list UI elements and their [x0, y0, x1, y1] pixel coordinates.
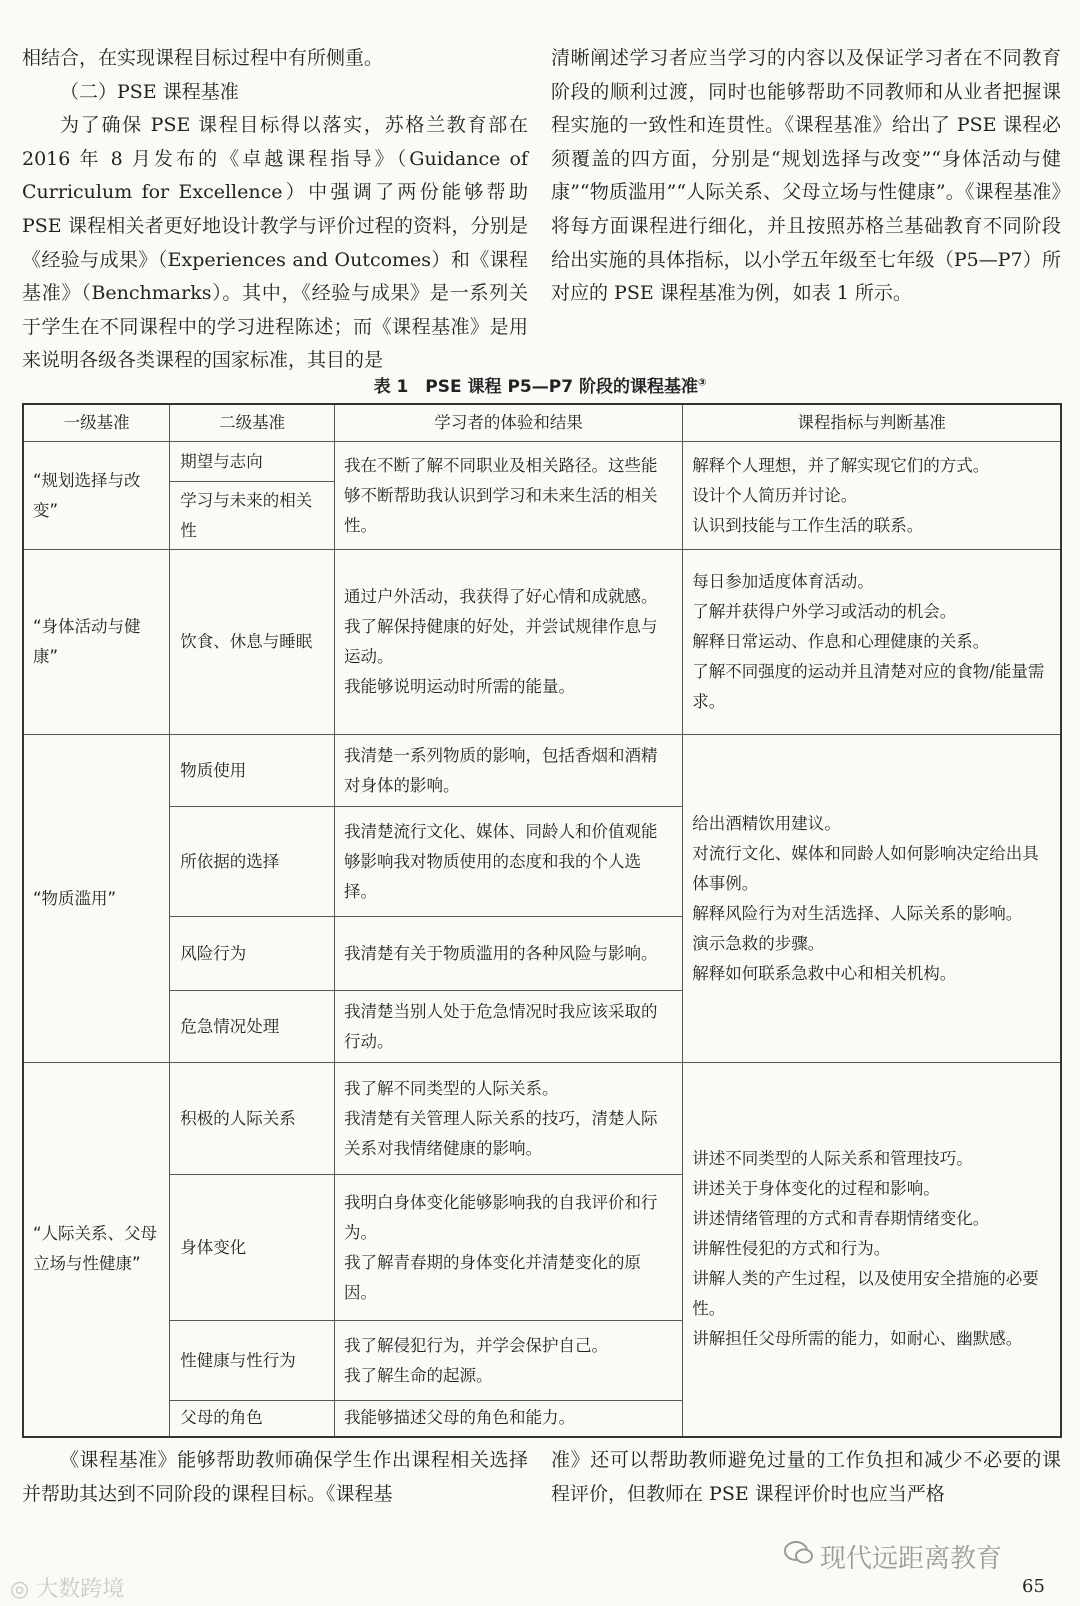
header-cell: 二级基准 [170, 404, 335, 442]
paragraph: 《课程基准》能够帮助教师确保学生作出课程相关选择并帮助其达到不同阶段的课程目标。《课程基 [22, 1449, 528, 1505]
bottom-left-column [22, 1444, 528, 1511]
top-right-column [551, 42, 1061, 311]
indicator-cell: 每日参加适度体育活动。 了解并获得户外学习或活动的机会。 解释日常运动、作息和心理健康的关系。 了解不同强度的运动并且清楚对应的食物/能量需求。 [683, 550, 1061, 735]
level2-cell: 物质使用 [170, 735, 335, 807]
experience-cell: 我了解不同类型的人际关系。 我清楚有关管理人际关系的技巧，清楚人际关系对我情绪健康的影响。 [334, 1063, 682, 1175]
level2-cell: 父母的角色 [170, 1401, 335, 1437]
level2-cell: 学习与未来的相关性 [170, 482, 335, 550]
bottom-right-column [551, 1444, 1061, 1511]
experience-cell: 我清楚一系列物质的影响，包括香烟和酒精对身体的影响。 [334, 735, 682, 807]
watermark-logo-icon: ◎ [10, 1577, 30, 1602]
level2-cell: 风险行为 [170, 917, 335, 991]
experience-cell: 我清楚流行文化、媒体、同龄人和价值观能够影响我对物质使用的态度和我的个人选择。 [334, 807, 682, 917]
level2-cell: 积极的人际关系 [170, 1063, 335, 1175]
experience-cell: 通过户外活动，我获得了好心情和成就感。 我了解保持健康的好处，并尝试规律作息与运动。 我能够说明运动时所需的能量。 [334, 550, 682, 735]
table-row [23, 442, 1061, 482]
level1-cell: “人际关系、父母立场与性健康” [23, 1063, 170, 1437]
header-cell: 课程指标与判断基准 [683, 404, 1061, 442]
level2-cell: 身体变化 [170, 1175, 335, 1321]
level2-cell: 所依据的选择 [170, 807, 335, 917]
section-heading: （二）PSE 课程基准 [60, 80, 239, 103]
watermark-right: 现代远距离教育 [820, 1544, 1003, 1574]
header-cell: 一级基准 [23, 404, 170, 442]
level2-cell: 性健康与性行为 [170, 1321, 335, 1401]
experience-cell: 我在不断了解不同职业及相关路径。这些能够不断帮助我认识到学习和未来生活的相关性。 [334, 442, 682, 550]
paragraph: 准》还可以帮助教师避免过量的工作负担和减少不必要的课程评价，但教师在 PSE 课程评价时也应当严格 [551, 1449, 1061, 1505]
top-left-column [22, 42, 528, 378]
table-header-row [23, 404, 1061, 442]
experience-cell: 我了解侵犯行为，并学会保护自己。 我了解生命的起源。 [334, 1321, 682, 1401]
level2-cell: 危急情况处理 [170, 991, 335, 1063]
watermark-left: ◎ 大数跨境 [10, 1577, 125, 1602]
paragraph: 为了确保 PSE 课程目标得以落实，苏格兰教育部在 2016 年 8 月发布的《卓越课程指导》（Guidance of Curriculum for Excellence）中强调了两份能够帮助 PSE 课程相关者更好地设计教学与评价过程的资料，分别是《经验与成果》（Experiences and Outcomes）和《课程基准》（Benchmarks）。其中，《经验与成果》是一系列关于学生在不同课程中的学习进程陈述；而《课程基准》是用来说明各级各类课程的国家标准，其目的是 [22, 114, 528, 372]
experience-cell: 我能够描述父母的角色和能力。 [334, 1401, 682, 1437]
experience-cell: 我清楚当别人处于危急情况时我应该采取的行动。 [334, 991, 682, 1063]
level1-cell: “身体活动与健康” [23, 550, 170, 735]
table-caption: 表 1 PSE 课程 P5—P7 阶段的课程基准③ [373, 377, 707, 397]
benchmark-table [22, 403, 1062, 1438]
level2-cell: 饮食、休息与睡眠 [170, 550, 335, 735]
experience-cell: 我清楚有关于物质滥用的各种风险与影响。 [334, 917, 682, 991]
table-row [23, 550, 1061, 735]
header-cell: 学习者的体验和结果 [334, 404, 682, 442]
level2-cell: 期望与志向 [170, 442, 335, 482]
wechat-icon [784, 1540, 814, 1566]
level1-cell: “物质滥用” [23, 735, 170, 1063]
indicator-cell: 解释个人理想，并了解实现它们的方式。 设计个人简历并讨论。 认识到技能与工作生活的联系。 [683, 442, 1061, 550]
indicator-cell: 讲述不同类型的人际关系和管理技巧。 讲述关于身体变化的过程和影响。 讲述情绪管理的方式和青春期情绪变化。 讲解性侵犯的方式和行为。 讲解人类的产生过程，以及使用安全措施的必要性。 讲解担任父母所需的能力，如耐心、幽默感。 [683, 1063, 1061, 1437]
paragraph: 相结合，在实现课程目标过程中有所侧重。 [22, 47, 384, 69]
level1-cell: “规划选择与改变” [23, 442, 170, 550]
experience-cell: 我明白身体变化能够影响我的自我评价和行为。 我了解青春期的身体变化并清楚变化的原因。 [334, 1175, 682, 1321]
page-number: 65 [1022, 1576, 1045, 1597]
paragraph: 清晰阐述学习者应当学习的内容以及保证学习者在不同教育阶段的顺利过渡，同时也能够帮助不同教师和从业者把握课程实施的一致性和连贯性。《课程基准》给出了 PSE 课程必须覆盖的四方面，分别是“规划选择与改变”“身体活动与健康”“物质滥用”“人际关系、父母立场与性健康”。《课程基准》将每方面课程进行细化，并且按照苏格兰基础教育不同阶段给出实施的具体指标，以小学五年级至七年级（P5—P7）所对应的 PSE 课程基准为例，如表 1 所示。 [551, 47, 1061, 305]
table-row [23, 1063, 1061, 1175]
indicator-cell: 给出酒精饮用建议。 对流行文化、媒体和同龄人如何影响决定给出具体事例。 解释风险行为对生活选择、人际关系的影响。 演示急救的步骤。 解释如何联系急救中心和相关机构。 [683, 735, 1061, 1063]
table-row [23, 735, 1061, 807]
